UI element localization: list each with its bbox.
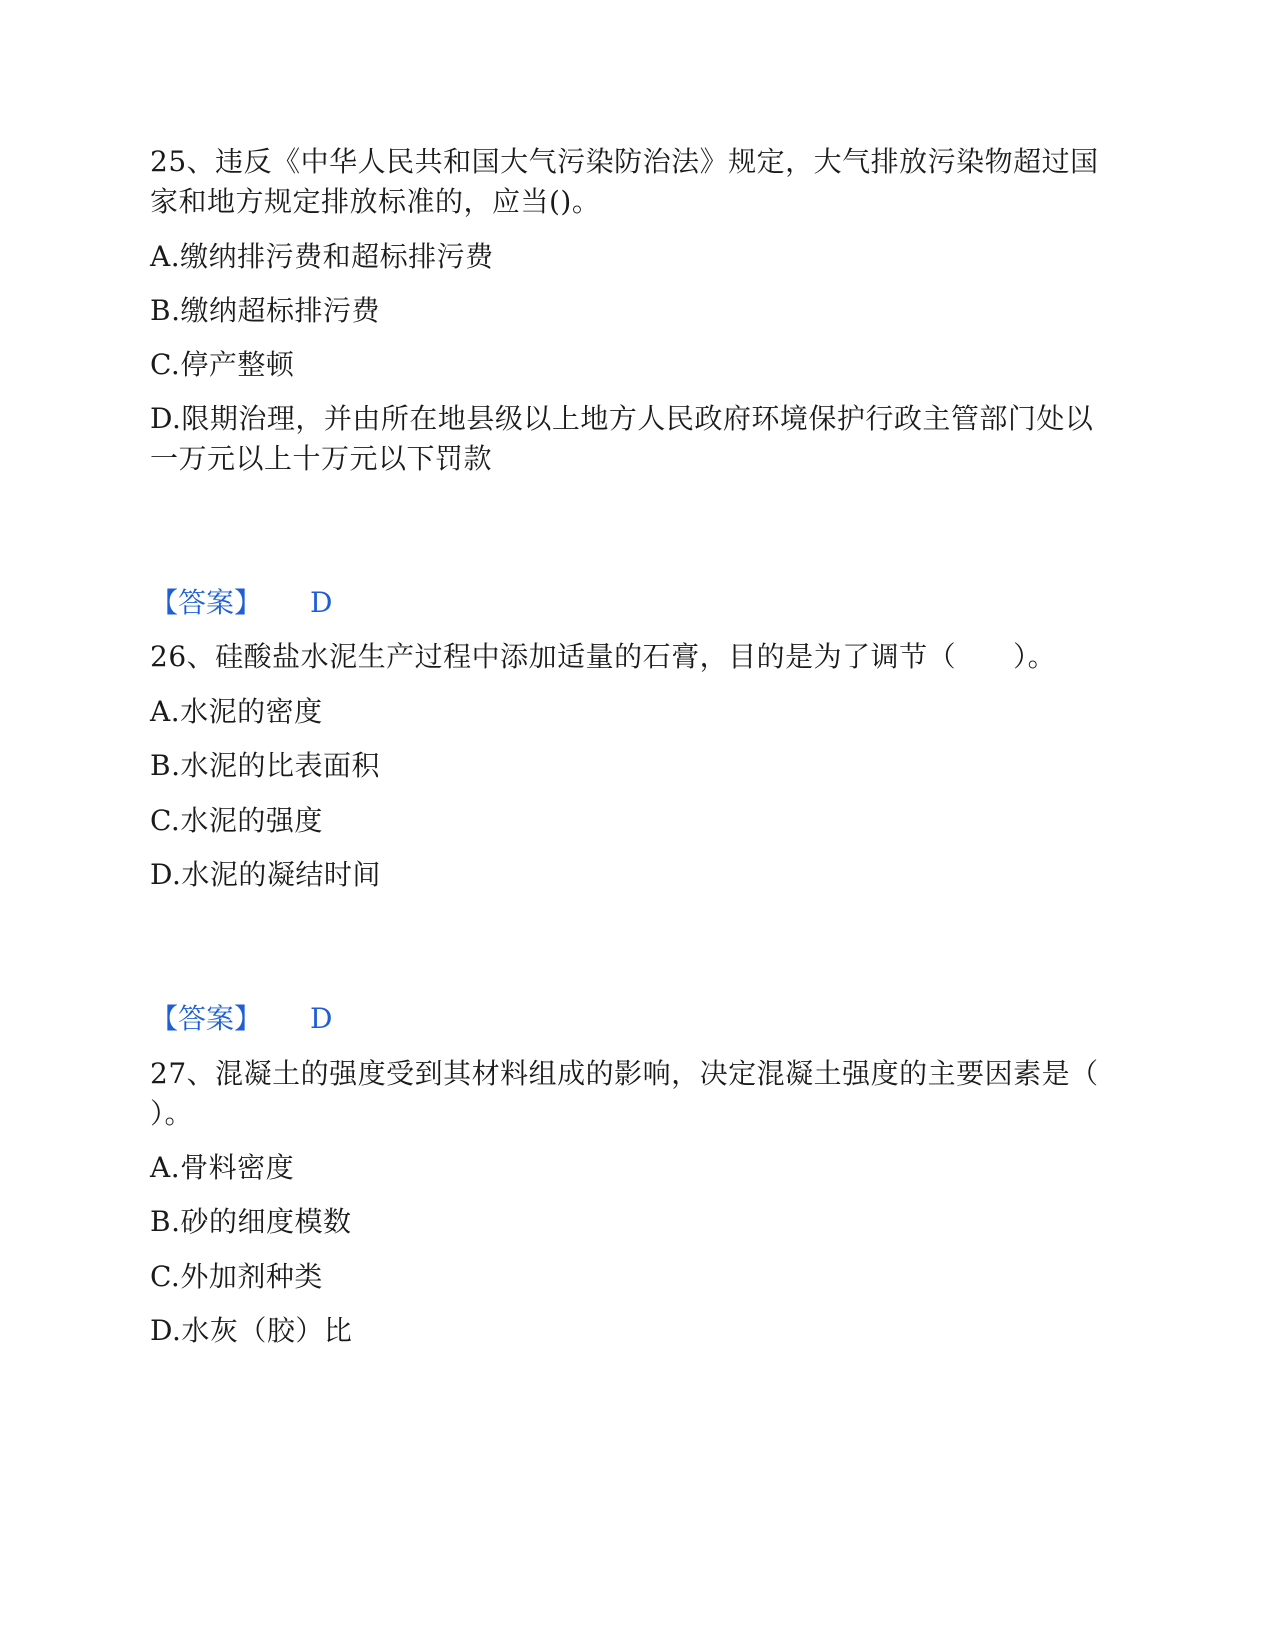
question-26-stem-line-1: 26、硅酸盐水泥生产过程中添加适量的石膏，目的是为了调节（ ）。 [150,640,1057,673]
question-25-option-a: A.缴纳排污费和超标排污费 [150,240,494,273]
question-25-option-c: C.停产整顿 [150,348,295,381]
question-27-stem-line-1: 27、混凝土的强度受到其材料组成的影响，决定混凝土强度的主要因素是（ [150,1057,1099,1090]
question-26-answer [150,999,332,1039]
question-25-option-b: B.缴纳超标排污费 [150,294,380,327]
question-25-stem-line-2: 家和地方规定排放标准的，应当()。 [150,185,601,218]
question-25-stem-line-1: 25、违反《中华人民共和国大气污染防治法》规定，大气排放污染物超过国 [150,145,1099,178]
answer-value: D [310,586,333,619]
question-27-option-c: C.外加剂种类 [150,1260,323,1293]
question-26-option-c: C.水泥的强度 [150,804,323,837]
answer-label: 【答案】 [150,1002,263,1035]
question-25-option-d-line-2: 一万元以上十万元以下罚款 [150,442,493,475]
question-25-answer [150,583,332,623]
question-26-option-d: D.水泥的凝结时间 [150,858,381,891]
question-26-option-b: B.水泥的比表面积 [150,749,380,782]
question-27-option-a: A.骨料密度 [150,1151,295,1184]
question-26-option-a: A.水泥的密度 [150,695,323,728]
answer-label: 【答案】 [150,586,263,619]
answer-value: D [310,1002,333,1035]
question-25-option-d-line-1: D.限期治理，并由所在地县级以上地方人民政府环境保护行政主管部门处以 [150,402,1094,435]
question-27-option-b: B.砂的细度模数 [150,1205,352,1238]
question-27-stem-line-2: ）。 [150,1097,194,1130]
question-27-option-d: D.水灰（胶）比 [150,1314,353,1347]
